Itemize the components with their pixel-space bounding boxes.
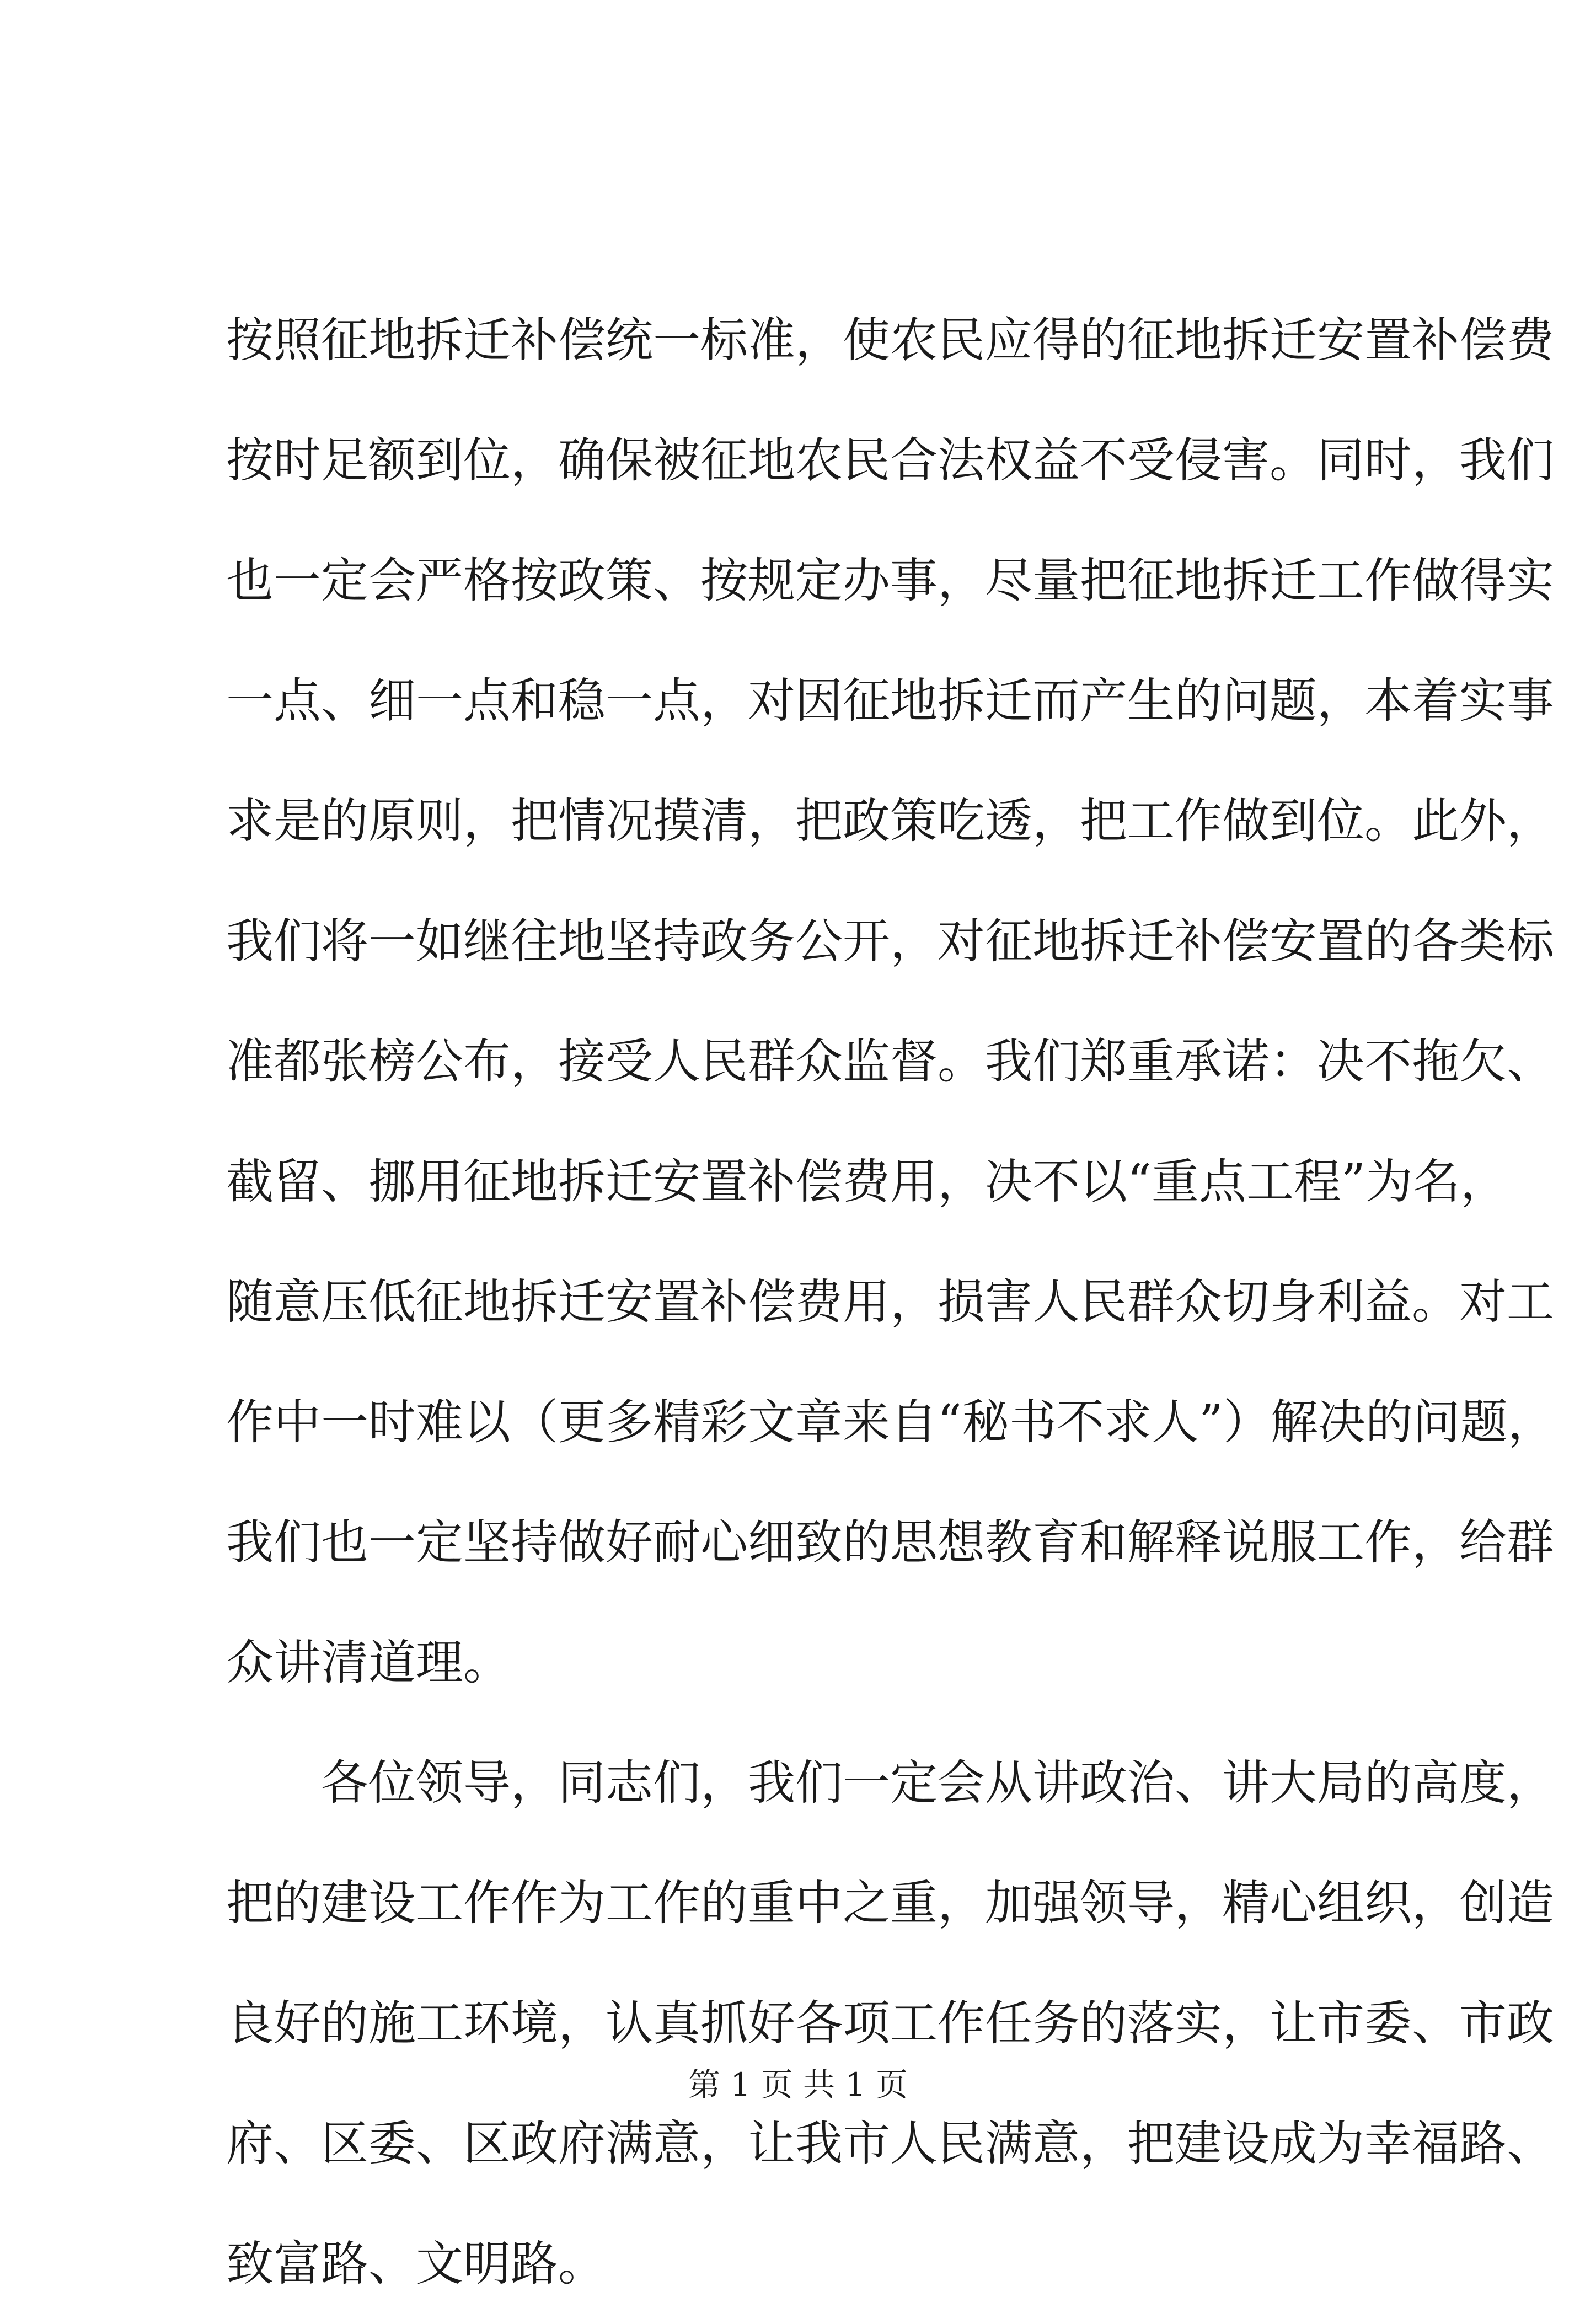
text-line: 各位领导，同志们，我们一定会从讲政治、讲大局的高度， [321, 1755, 1554, 1811]
text-line: 准都张榜公布，接受人民群众监督。我们郑重承诺：决不拖欠、 [226, 1034, 1554, 1089]
page-footer [0, 2063, 1596, 2107]
text-line: 致富路、文明路。 [226, 2236, 606, 2291]
text-line: 作中一时难以（更多精彩文章来自“秘书不求人”）解决的问题， [226, 1395, 1555, 1450]
text-line: 我们也一定坚持做好耐心细致的思想教育和解释说服工作，给群 [226, 1515, 1554, 1570]
text-line: 我们将一如继往地坚持政务公开，对征地拆迁补偿安置的各类标 [226, 914, 1554, 969]
text-line: 求是的原则，把情况摸清，把政策吃透，把工作做到位。此外， [226, 794, 1554, 849]
document-body [226, 280, 1555, 2324]
text-line: 按照征地拆迁补偿统一标准，使农民应得的征地拆迁安置补偿费 [226, 313, 1554, 368]
text-line: 按时足额到位，确保被征地农民合法权益不受侵害。同时，我们 [226, 433, 1554, 488]
text-line: 截留、挪用征地拆迁安置补偿费用，决不以“重点工程”为名， [226, 1154, 1508, 1209]
text-line: 良好的施工环境，认真抓好各项工作任务的落实，让市委、市政 [226, 1996, 1554, 2051]
paragraph-2 [226, 1723, 1554, 2324]
text-line: 府、区委、区政府满意，让我市人民满意，把建设成为幸福路、 [226, 2116, 1554, 2171]
text-line: 也一定会严格按政策、按规定办事，尽量把征地拆迁工作做得实 [226, 553, 1554, 608]
text-line: 把的建设工作作为工作的重中之重，加强领导，精心组织，创造 [226, 1876, 1554, 1931]
text-line: 随意压低征地拆迁安置补偿费用，损害人民群众切身利益。对工 [226, 1275, 1554, 1330]
page-number-label: 第 1 页 共 1 页 [688, 2066, 908, 2103]
paragraph-1 [226, 280, 1555, 1723]
text-line: 一点、细一点和稳一点，对因征地拆迁而产生的问题，本着实事 [226, 673, 1554, 729]
text-line: 众讲清道理。 [226, 1635, 511, 1690]
